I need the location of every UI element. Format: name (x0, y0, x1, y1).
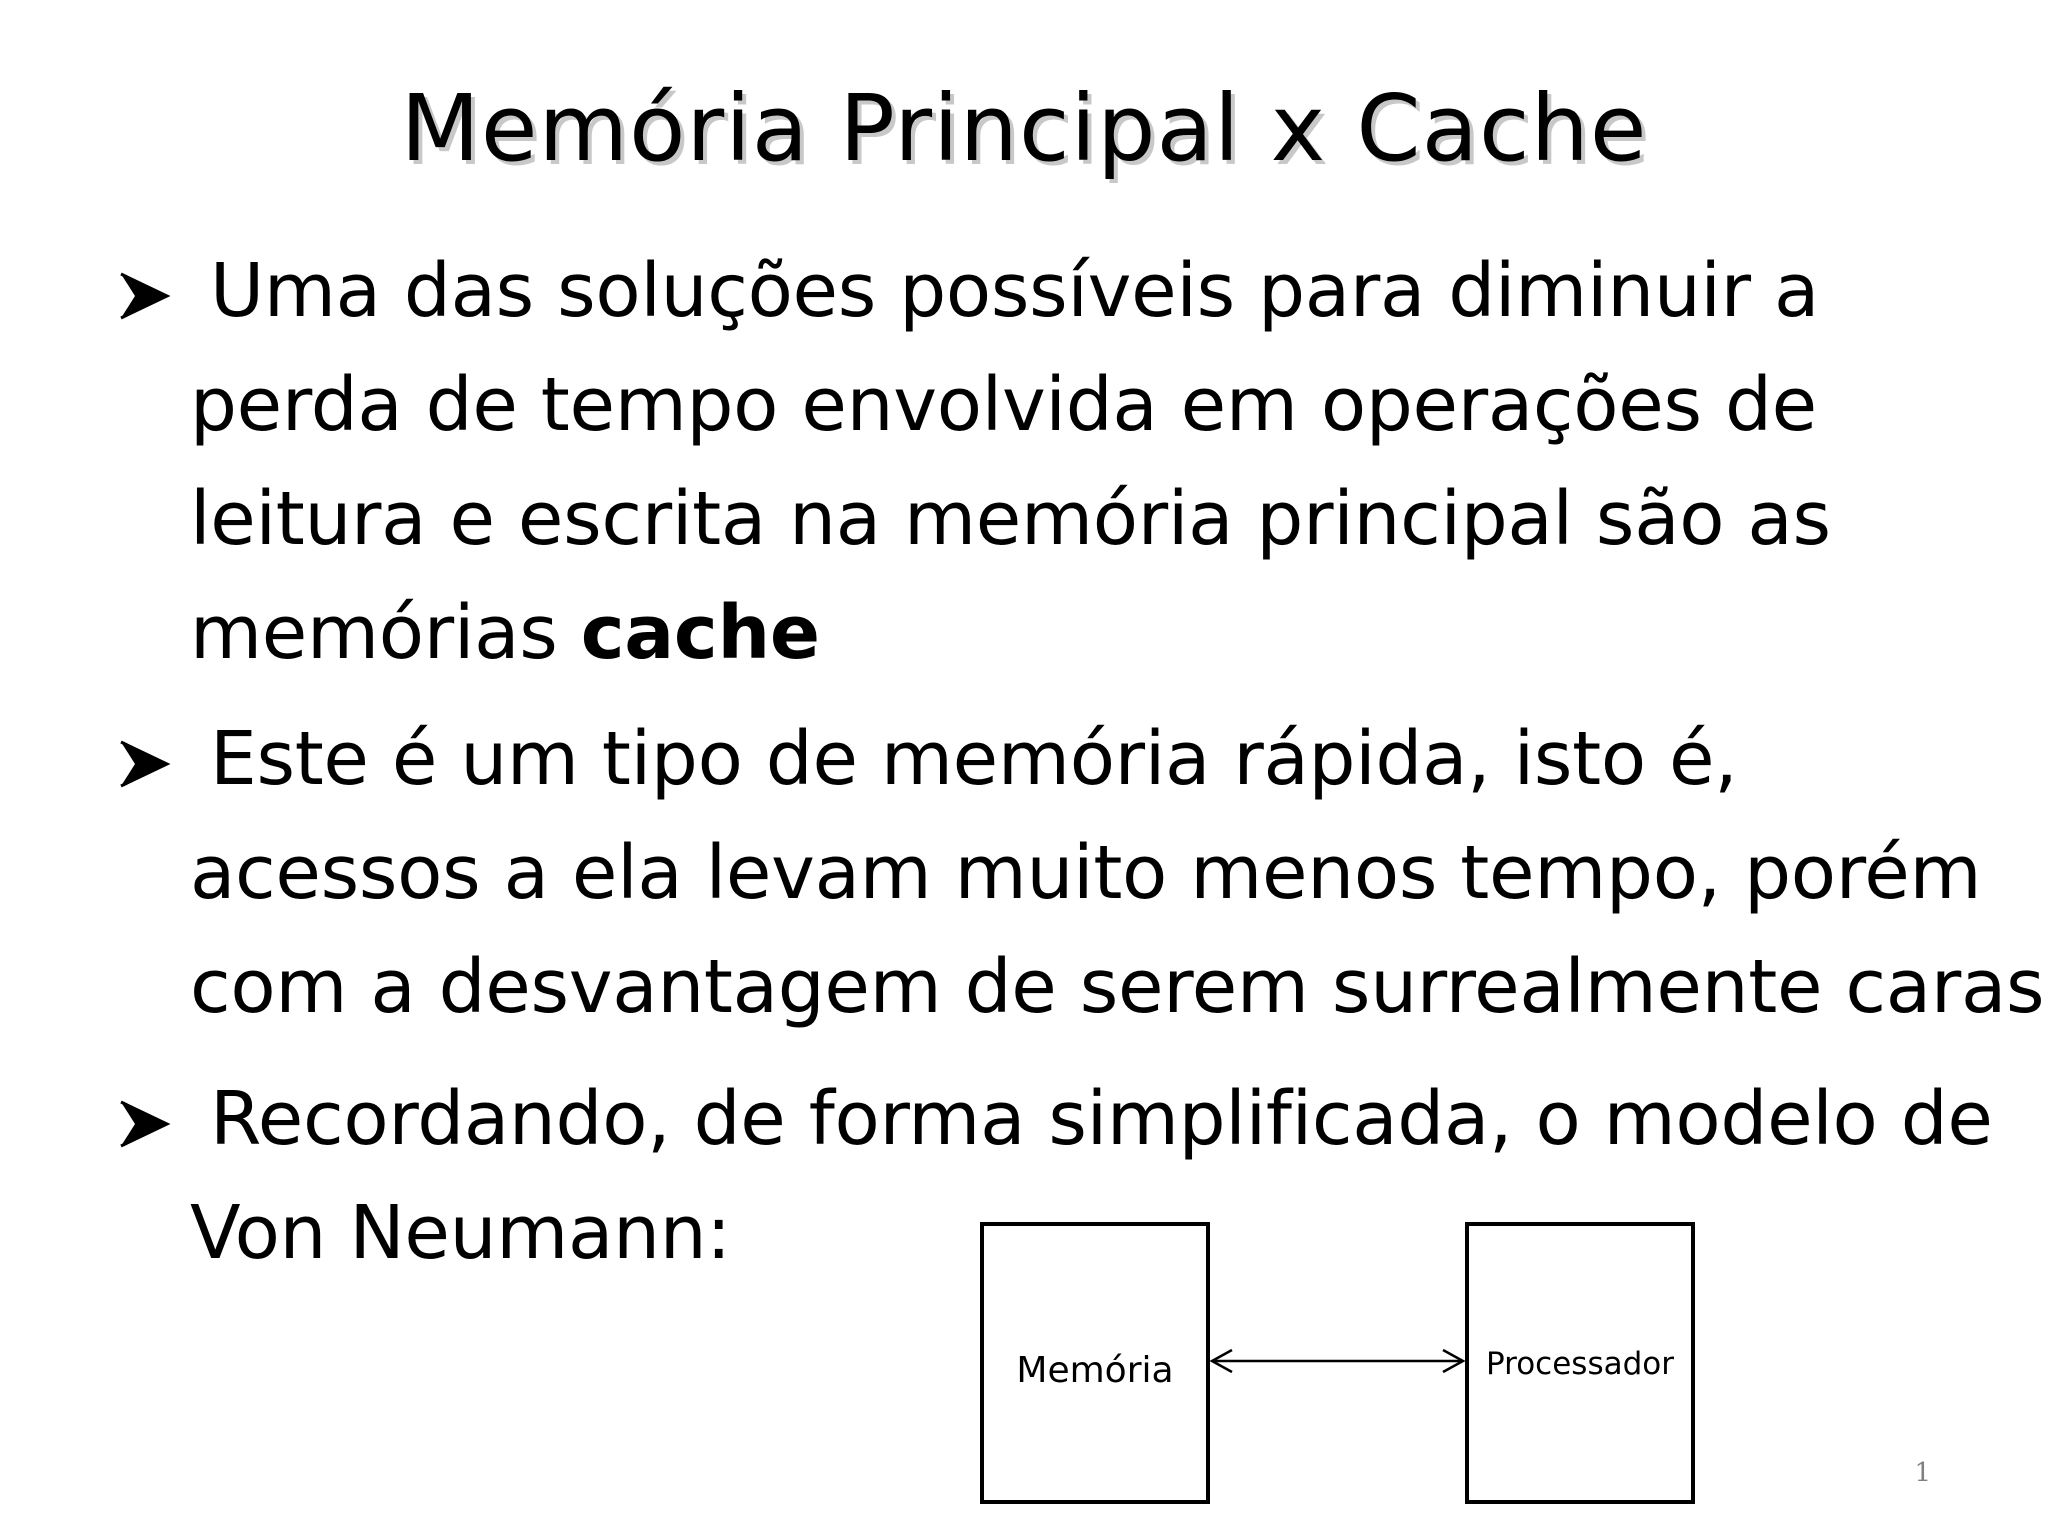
bullet-line: Von Neumann: (190, 1190, 731, 1276)
bullet-line: leitura e escrita na memória principal são as (190, 476, 1831, 562)
processor-box (1465, 1222, 1695, 1504)
bullet-text (190, 234, 2040, 690)
bullet-line: Uma das soluções possíveis para diminuir a (210, 248, 1820, 334)
bullet-line-prefix: memórias (190, 590, 581, 676)
slide-title: Memória Principal x Cache (400, 75, 1648, 182)
bullet-line: Este é um tipo de memória rápida, isto é, (210, 716, 1738, 802)
bullet-line: perda de tempo envolvida em operações de (190, 362, 1817, 448)
bullet-item-fast-memory (115, 702, 2045, 1044)
arrowhead-bullet-icon (115, 724, 175, 804)
page-number: 1 (1914, 1458, 1931, 1488)
bullet-line: com a desvantagem de serem surrealmente caras (190, 944, 2045, 1030)
processor-box-label: Processador (1486, 1346, 1674, 1382)
memory-box (980, 1222, 1210, 1504)
bullet-line-last (190, 576, 2040, 690)
arrowhead-bullet-icon (115, 1084, 175, 1164)
bullet-item-cache-solution (115, 234, 2040, 690)
arrowhead-bullet-icon (115, 256, 175, 336)
bullet-line: Recordando, de forma simplificada, o modelo de (210, 1076, 1993, 1162)
bullet-text (190, 702, 2045, 1044)
bullet-line: acessos a ela levam muito menos tempo, porém (190, 830, 1982, 916)
bold-keyword: cache (580, 590, 820, 676)
memory-box-label: Memória (1016, 1350, 1174, 1391)
